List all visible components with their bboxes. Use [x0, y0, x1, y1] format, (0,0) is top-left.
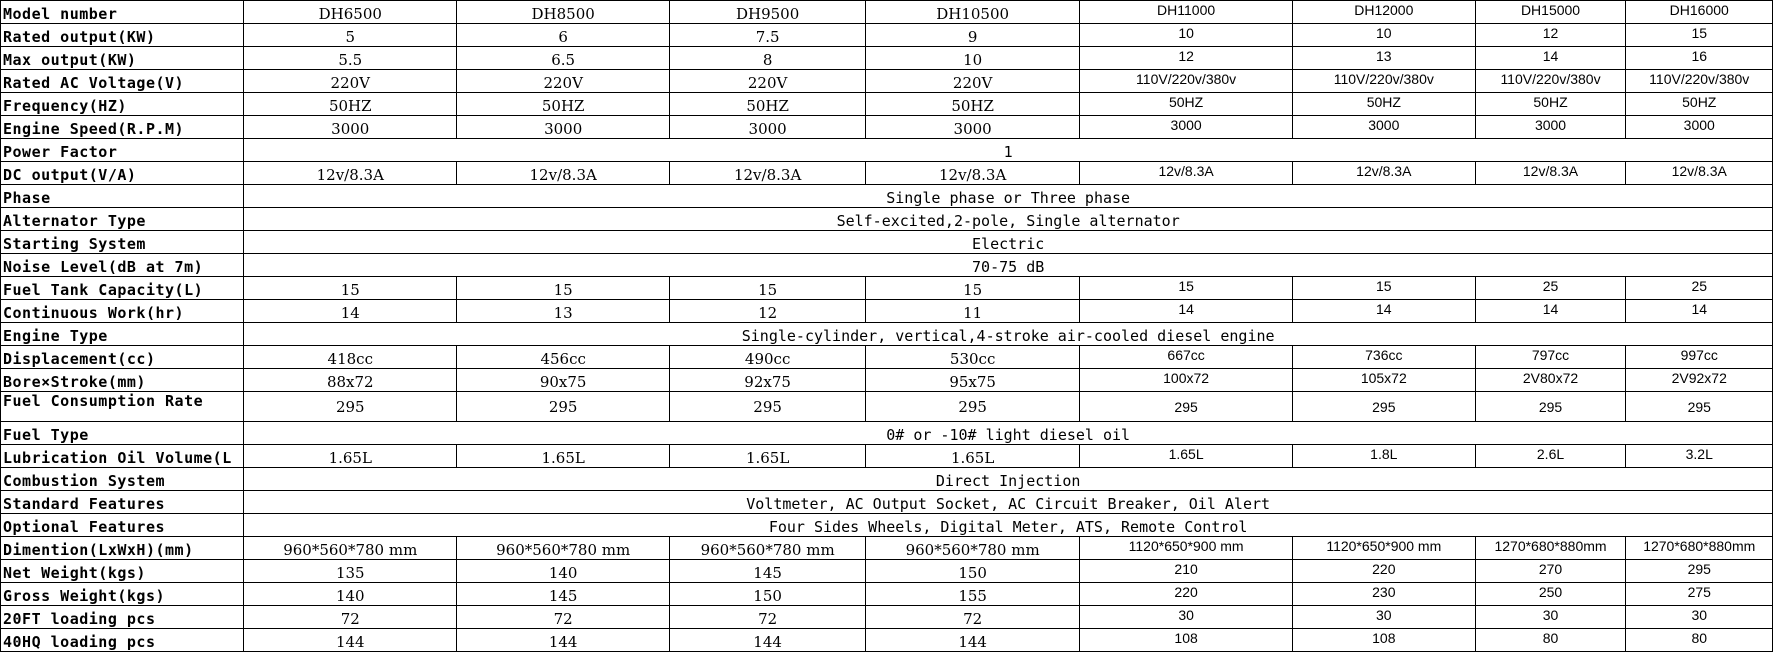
table-cell: 295 — [670, 392, 866, 422]
table-cell: 295 — [1475, 392, 1626, 422]
table-cell: 12v/8.3A — [1293, 162, 1475, 185]
table-cell: DH11000 — [1080, 1, 1293, 24]
merged-cell: Electric — [244, 231, 1773, 254]
table-cell: 3000 — [1626, 116, 1773, 139]
table-cell: 72 — [244, 606, 457, 629]
table-cell: 1.8L — [1293, 445, 1475, 468]
table-cell: 1270*680*880mm — [1475, 537, 1626, 560]
table-cell: 30 — [1475, 606, 1626, 629]
table-cell: DH9500 — [670, 1, 866, 24]
row-label: Frequency(HZ) — [1, 93, 244, 116]
table-cell: 14 — [1475, 300, 1626, 323]
table-cell: 1120*650*900 mm — [1293, 537, 1475, 560]
table-cell: 12v/8.3A — [1626, 162, 1773, 185]
table-cell: 80 — [1626, 629, 1773, 652]
table-row — [1, 445, 1773, 468]
table-cell: 15 — [1293, 277, 1475, 300]
table-cell: 72 — [670, 606, 866, 629]
table-cell: 50HZ — [1626, 93, 1773, 116]
table-cell: 10 — [866, 47, 1080, 70]
table-cell: 88x72 — [244, 369, 457, 392]
table-cell: 960*560*780 mm — [670, 537, 866, 560]
table-cell: 15 — [866, 277, 1080, 300]
table-cell: 80 — [1475, 629, 1626, 652]
table-cell: 960*560*780 mm — [457, 537, 670, 560]
table-cell: 3000 — [1293, 116, 1475, 139]
table-row — [1, 560, 1773, 583]
table-cell: 11 — [866, 300, 1080, 323]
table-cell: 960*560*780 mm — [244, 537, 457, 560]
table-cell: 105x72 — [1293, 369, 1475, 392]
table-cell: DH8500 — [457, 1, 670, 24]
table-row — [1, 323, 1773, 346]
table-cell: 135 — [244, 560, 457, 583]
table-cell: 210 — [1080, 560, 1293, 583]
table-cell: 1.65L — [244, 445, 457, 468]
row-label: Combustion System — [1, 468, 244, 491]
table-cell: 108 — [1080, 629, 1293, 652]
table-row — [1, 422, 1773, 445]
table-row — [1, 1, 1773, 24]
table-cell: 490cc — [670, 346, 866, 369]
table-cell: 1.65L — [866, 445, 1080, 468]
row-label: Lubrication Oil Volume(L — [1, 445, 244, 468]
row-label: Phase — [1, 185, 244, 208]
table-cell: 15 — [670, 277, 866, 300]
table-row — [1, 629, 1773, 652]
table-cell: 110V/220v/380v — [1080, 70, 1293, 93]
table-cell: 108 — [1293, 629, 1475, 652]
row-label: Engine Speed(R.P.M) — [1, 116, 244, 139]
table-cell: 25 — [1626, 277, 1773, 300]
table-cell: 1270*680*880mm — [1626, 537, 1773, 560]
table-cell: 100x72 — [1080, 369, 1293, 392]
row-label: Rated AC Voltage(V) — [1, 70, 244, 93]
table-cell: 295 — [1626, 560, 1773, 583]
row-label: Fuel Tank Capacity(L) — [1, 277, 244, 300]
row-label: Displacement(cc) — [1, 346, 244, 369]
table-cell: 295 — [1626, 392, 1773, 422]
table-cell: 3000 — [1475, 116, 1626, 139]
table-cell: 9 — [866, 24, 1080, 47]
merged-cell: 0# or -10# light diesel oil — [244, 422, 1773, 445]
row-label: 20FT loading pcs — [1, 606, 244, 629]
table-row — [1, 116, 1773, 139]
table-cell: 295 — [1293, 392, 1475, 422]
table-cell: 2V80x72 — [1475, 369, 1626, 392]
table-cell: 6 — [457, 24, 670, 47]
row-label: Dimention(LxWxH)(mm) — [1, 537, 244, 560]
table-cell: 14 — [1080, 300, 1293, 323]
row-label: Gross Weight(kgs) — [1, 583, 244, 606]
table-cell: 144 — [866, 629, 1080, 652]
table-cell: 10 — [1080, 24, 1293, 47]
table-cell: 90x75 — [457, 369, 670, 392]
table-cell: 1.65L — [670, 445, 866, 468]
table-cell: 50HZ — [1080, 93, 1293, 116]
table-cell: 220V — [457, 70, 670, 93]
table-cell: 145 — [670, 560, 866, 583]
table-row — [1, 537, 1773, 560]
table-cell: 110V/220v/380v — [1475, 70, 1626, 93]
table-row — [1, 70, 1773, 93]
table-cell: 220V — [670, 70, 866, 93]
table-cell: 5 — [244, 24, 457, 47]
table-cell: 15 — [244, 277, 457, 300]
table-row — [1, 392, 1773, 422]
table-row — [1, 300, 1773, 323]
table-cell: 10 — [1293, 24, 1475, 47]
table-cell: 1120*650*900 mm — [1080, 537, 1293, 560]
table-cell: 230 — [1293, 583, 1475, 606]
table-cell: 50HZ — [1293, 93, 1475, 116]
row-label: Continuous Work(hr) — [1, 300, 244, 323]
table-cell: 270 — [1475, 560, 1626, 583]
row-label: Model number — [1, 1, 244, 24]
table-cell: 15 — [1626, 24, 1773, 47]
row-label: Noise Level(dB at 7m) — [1, 254, 244, 277]
table-cell: 72 — [457, 606, 670, 629]
table-row — [1, 208, 1773, 231]
table-cell: 3000 — [1080, 116, 1293, 139]
table-cell: 5.5 — [244, 47, 457, 70]
table-cell: 72 — [866, 606, 1080, 629]
table-cell: 3.2L — [1626, 445, 1773, 468]
table-row — [1, 231, 1773, 254]
row-label: Bore×Stroke(mm) — [1, 369, 244, 392]
table-cell: 144 — [457, 629, 670, 652]
table-cell: 30 — [1293, 606, 1475, 629]
table-cell: 95x75 — [866, 369, 1080, 392]
table-cell: 418cc — [244, 346, 457, 369]
row-label: Fuel Type — [1, 422, 244, 445]
table-cell: 6.5 — [457, 47, 670, 70]
table-cell: 150 — [866, 560, 1080, 583]
row-label: Alternator Type — [1, 208, 244, 231]
table-cell: 14 — [1626, 300, 1773, 323]
table-cell: 30 — [1626, 606, 1773, 629]
table-cell: 14 — [1475, 47, 1626, 70]
table-cell: 12 — [1475, 24, 1626, 47]
table-cell: 50HZ — [866, 93, 1080, 116]
table-cell: 110V/220v/380v — [1293, 70, 1475, 93]
row-label: Net Weight(kgs) — [1, 560, 244, 583]
table-cell: 13 — [1293, 47, 1475, 70]
table-row — [1, 514, 1773, 537]
table-cell: 530cc — [866, 346, 1080, 369]
table-cell: 12 — [670, 300, 866, 323]
table-cell: 155 — [866, 583, 1080, 606]
table-row — [1, 369, 1773, 392]
merged-cell: Direct Injection — [244, 468, 1773, 491]
table-row — [1, 47, 1773, 70]
table-cell: 145 — [457, 583, 670, 606]
row-label: Optional Features — [1, 514, 244, 537]
table-cell: 960*560*780 mm — [866, 537, 1080, 560]
table-cell: 14 — [1293, 300, 1475, 323]
table-cell: 140 — [244, 583, 457, 606]
table-row — [1, 583, 1773, 606]
table-row — [1, 346, 1773, 369]
table-cell: 3000 — [866, 116, 1080, 139]
table-cell: 50HZ — [1475, 93, 1626, 116]
table-cell: 295 — [244, 392, 457, 422]
table-cell: 220V — [244, 70, 457, 93]
table-cell: DH16000 — [1626, 1, 1773, 24]
table-row — [1, 139, 1773, 162]
row-label: Rated output(KW) — [1, 24, 244, 47]
merged-cell: Single-cylinder, vertical,4-stroke air-cooled diesel engine — [244, 323, 1773, 346]
table-cell: 50HZ — [670, 93, 866, 116]
table-row — [1, 24, 1773, 47]
table-cell: 110V/220v/380v — [1626, 70, 1773, 93]
table-cell: 1.65L — [457, 445, 670, 468]
table-cell: 12v/8.3A — [244, 162, 457, 185]
table-cell: 30 — [1080, 606, 1293, 629]
merged-cell: 1 — [244, 139, 1773, 162]
spec-table-body — [1, 1, 1773, 652]
table-cell: DH6500 — [244, 1, 457, 24]
table-cell: DH15000 — [1475, 1, 1626, 24]
table-cell: 295 — [457, 392, 670, 422]
table-cell: 295 — [1080, 392, 1293, 422]
row-label: Fuel Consumption Rate — [1, 392, 244, 422]
merged-cell: Single phase or Three phase — [244, 185, 1773, 208]
table-cell: 15 — [457, 277, 670, 300]
table-cell: 12v/8.3A — [866, 162, 1080, 185]
table-cell: 736cc — [1293, 346, 1475, 369]
merged-cell: 70-75 dB — [244, 254, 1773, 277]
merged-cell: Voltmeter, AC Output Socket, AC Circuit Breaker, Oil Alert — [244, 491, 1773, 514]
table-cell: 220 — [1293, 560, 1475, 583]
merged-cell: Self-excited,2-pole, Single alternator — [244, 208, 1773, 231]
table-cell: 8 — [670, 47, 866, 70]
table-cell: 150 — [670, 583, 866, 606]
table-row — [1, 277, 1773, 300]
table-row — [1, 254, 1773, 277]
table-cell: 144 — [670, 629, 866, 652]
table-cell: 3000 — [457, 116, 670, 139]
table-row — [1, 162, 1773, 185]
table-cell: 220 — [1080, 583, 1293, 606]
table-cell: 456cc — [457, 346, 670, 369]
row-label: Engine Type — [1, 323, 244, 346]
table-row — [1, 93, 1773, 116]
table-cell: 295 — [866, 392, 1080, 422]
table-cell: DH10500 — [866, 1, 1080, 24]
table-cell: 12v/8.3A — [457, 162, 670, 185]
table-cell: 275 — [1626, 583, 1773, 606]
table-cell: 15 — [1080, 277, 1293, 300]
row-label: Starting System — [1, 231, 244, 254]
table-cell: 220V — [866, 70, 1080, 93]
table-cell: 2V92x72 — [1626, 369, 1773, 392]
table-row — [1, 491, 1773, 514]
table-cell: 144 — [244, 629, 457, 652]
row-label: Max output(KW) — [1, 47, 244, 70]
table-cell: 12v/8.3A — [1475, 162, 1626, 185]
table-cell: 3000 — [670, 116, 866, 139]
table-cell: 1.65L — [1080, 445, 1293, 468]
table-row — [1, 606, 1773, 629]
table-cell: 12 — [1080, 47, 1293, 70]
table-cell: 50HZ — [244, 93, 457, 116]
table-cell: 50HZ — [457, 93, 670, 116]
table-cell: 797cc — [1475, 346, 1626, 369]
row-label: Power Factor — [1, 139, 244, 162]
table-cell: 250 — [1475, 583, 1626, 606]
table-cell: 667cc — [1080, 346, 1293, 369]
table-cell: 997cc — [1626, 346, 1773, 369]
table-cell: 7.5 — [670, 24, 866, 47]
row-label: 40HQ loading pcs — [1, 629, 244, 652]
table-cell: 2.6L — [1475, 445, 1626, 468]
table-cell: 25 — [1475, 277, 1626, 300]
table-cell: 16 — [1626, 47, 1773, 70]
table-cell: 12v/8.3A — [670, 162, 866, 185]
table-cell: 14 — [244, 300, 457, 323]
merged-cell: Four Sides Wheels, Digital Meter, ATS, Remote Control — [244, 514, 1773, 537]
table-cell: 13 — [457, 300, 670, 323]
table-cell: 140 — [457, 560, 670, 583]
table-row — [1, 185, 1773, 208]
table-row — [1, 468, 1773, 491]
row-label: DC output(V/A) — [1, 162, 244, 185]
row-label: Standard Features — [1, 491, 244, 514]
table-cell: 3000 — [244, 116, 457, 139]
table-cell: DH12000 — [1293, 1, 1475, 24]
table-cell: 12v/8.3A — [1080, 162, 1293, 185]
table-cell: 92x75 — [670, 369, 866, 392]
